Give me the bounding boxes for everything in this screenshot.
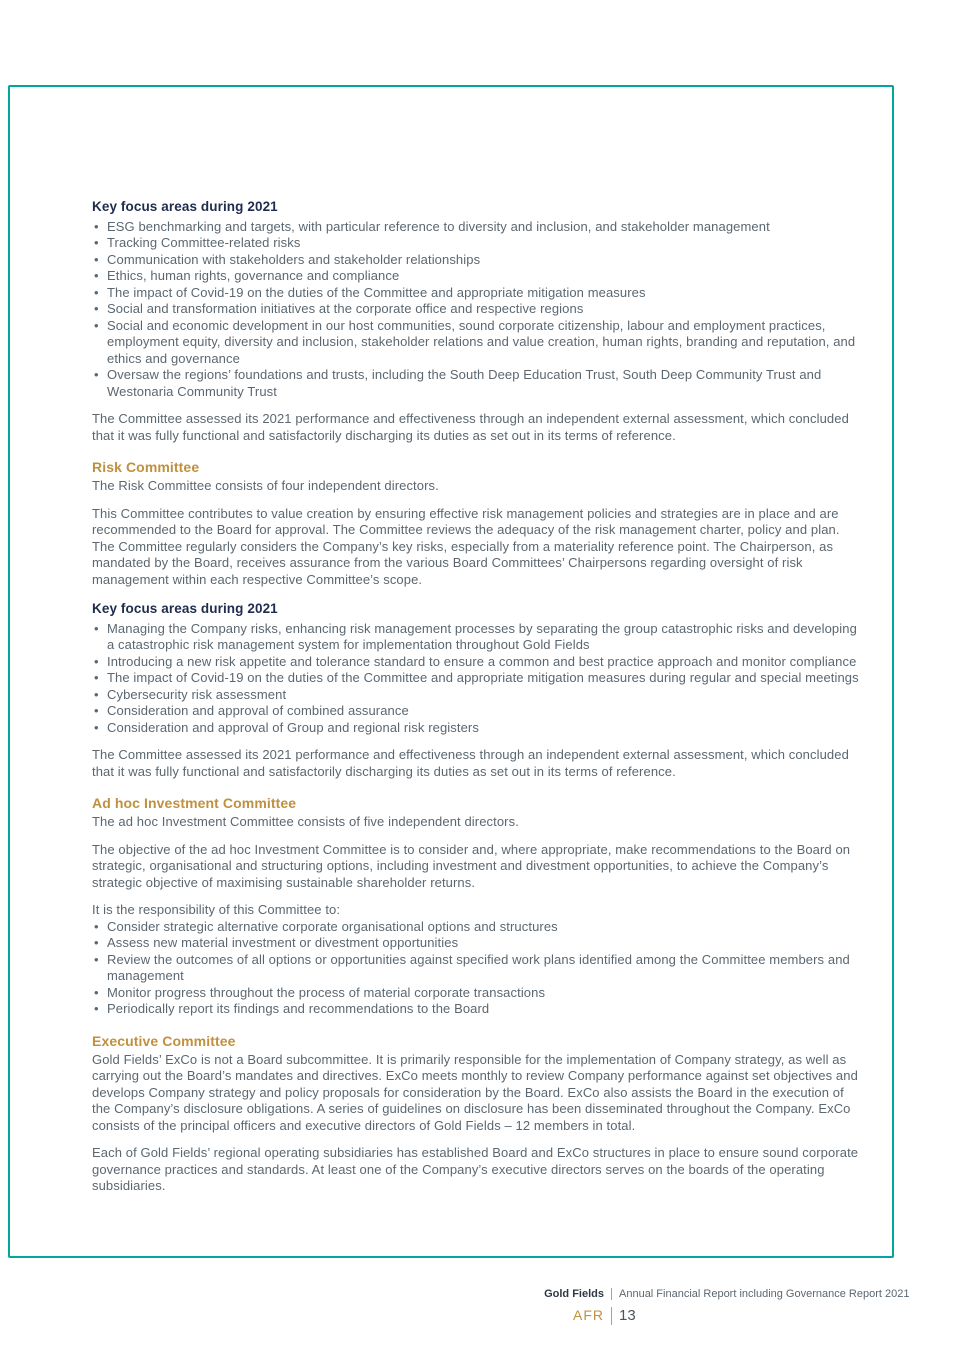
footer-page-line [540, 1307, 909, 1325]
bullet-item: • The impact of Covid-19 on the duties of the Committee and appropriate mitigation measures during regular and special meetings [92, 670, 864, 687]
section-heading-risk-committee: Risk Committee [92, 459, 200, 475]
footer-cell-report [611, 1288, 909, 1300]
bullet-item: • Review the outcomes of all options or opportunities against specified work plans identified among the Committee members and management [92, 952, 864, 985]
bullet-item: • Social and transformation initiatives at the corporate office and respective regions [92, 301, 864, 318]
page-footer [540, 1288, 909, 1325]
paragraph-risk-description: This Committee contributes to value creation by ensuring effective risk management policies and strategies are in place and are recommended to the Board for approval. The Committee reviews the adequacy of the risk management charter, policy and plan. The Committee regularly considers the Company’s key risks, especially from a materiality reference point. The Chairperson, as mandated by the Board, receives assurance from the various Board Committees’ Chairpersons regarding oversight of risk management within each respective Committee’s scope. [92, 505, 840, 587]
footer-cell-page-number [611, 1307, 636, 1325]
bullet-item: • Social and economic development in our host communities, sound corporate citizenship, labour and employment practices, employment equity, diversity and inclusion, stakeholder relations and value creation, human rights, branding and reputation, and ethics and governance [92, 318, 864, 368]
bullet-item: • Consider strategic alternative corporate organisational options and structures [92, 919, 864, 936]
bullet-item: • Ethics, human rights, governance and compliance [92, 268, 864, 285]
bullet-item: • Managing the Company risks, enhancing risk management processes by separating the group catastrophic risks and developing a catastrophic risk management system for implementation throughout Gold Fields [92, 621, 864, 654]
footer-report-line [540, 1288, 909, 1300]
bullet-item: • Assess new material investment or divestment opportunities [92, 935, 864, 952]
paragraph-executive-1: Gold Fields’ ExCo is not a Board subcommittee. It is primarily responsible for the implementation of Company strategy, as well as carrying out the Board’s mandates and directives. ExCo meets monthly to review Company performance against set objectives and develops Company strategy and policy proposals for consideration by the Board. ExCo also assists the Board in the execution of the Company’s disclosure obligations. A series of guidelines on disclosure has been disseminated throughout the Company. ExCo consists of the principal officers and executive directors of Gold Fields – 12 members in total. [92, 1051, 858, 1133]
paragraph-ad-hoc-responsibility-intro: It is the responsibility of this Committee to: [92, 902, 341, 917]
bullet-item: • Communication with stakeholders and stakeholder relationships [92, 252, 864, 269]
page-content [92, 199, 864, 1195]
bullet-item: • Periodically report its findings and recommendations to the Board [92, 1001, 864, 1018]
footer-report-code: AFR [573, 1307, 604, 1323]
bullet-item: • Introducing a new risk appetite and tolerance standard to ensure a common and best practice approach and monitor compliance [92, 654, 864, 671]
section-heading-key-focus-risk: Key focus areas during 2021 [92, 601, 278, 616]
bullet-item: • ESG benchmarking and targets, with particular reference to diversity and inclusion, and stakeholder management [92, 219, 864, 236]
bullet-item: • Monitor progress throughout the process of material corporate transactions [92, 985, 864, 1002]
bullet-list-ad-hoc-responsibilities [92, 919, 864, 1018]
bullet-item: • Cybersecurity risk assessment [92, 687, 864, 704]
paragraph-risk-assessment: The Committee assessed its 2021 performance and effectiveness through an independent external assessment, which concluded that it was fully functional and satisfactorily discharging its duties as set out in its terms of reference. [92, 747, 849, 779]
bullet-list-risk-key-focus [92, 621, 864, 737]
bullet-item: • Consideration and approval of combined assurance [92, 703, 864, 720]
bullet-item: • Tracking Committee-related risks [92, 235, 864, 252]
bullet-item: • Consideration and approval of Group and regional risk registers [92, 720, 864, 737]
footer-page-number: 13 [619, 1307, 636, 1324]
section-heading-key-focus-social: Key focus areas during 2021 [92, 199, 278, 214]
footer-cell-brand [540, 1288, 604, 1300]
paragraph-risk-intro: The Risk Committee consists of four independent directors. [92, 478, 439, 493]
section-heading-executive-committee: Executive Committee [92, 1032, 236, 1049]
section-heading-ad-hoc-investment: Ad hoc Investment Committee [92, 795, 297, 811]
bullet-item: • Oversaw the regions’ foundations and trusts, including the South Deep Education Trust, South Deep Community Trust and Westonaria Community Trust [92, 367, 864, 400]
footer-report-title: Annual Financial Report including Governance Report 2021 [619, 1288, 910, 1300]
footer-brand: Gold Fields [544, 1288, 604, 1300]
paragraph-ad-hoc-intro: The ad hoc Investment Committee consists of five independent directors. [92, 814, 519, 829]
footer-cell-report-code [540, 1307, 604, 1325]
paragraph-social-assessment: The Committee assessed its 2021 performance and effectiveness through an independent external assessment, which concluded that it was fully functional and satisfactorily discharging its duties as set out in its terms of reference. [92, 411, 849, 443]
paragraph-ad-hoc-objective: The objective of the ad hoc Investment Committee is to consider and, where appropriate, make recommendations to the Board on strategic, organisational and structuring options, including investment and divestment opportunities, to achieve the Company’s strategic objective of maximising sustainable shareholder returns. [92, 841, 851, 890]
bullet-list-social-key-focus [92, 219, 864, 401]
bullet-item: • The impact of Covid-19 on the duties of the Committee and appropriate mitigation measures [92, 285, 864, 302]
paragraph-executive-2: Each of Gold Fields’ regional operating subsidiaries has established Board and ExCo structures in place to ensure sound corporate governance practices and standards. At least one of the Company’s executive directors serves on the boards of the operating subsidiaries. [92, 1145, 859, 1193]
